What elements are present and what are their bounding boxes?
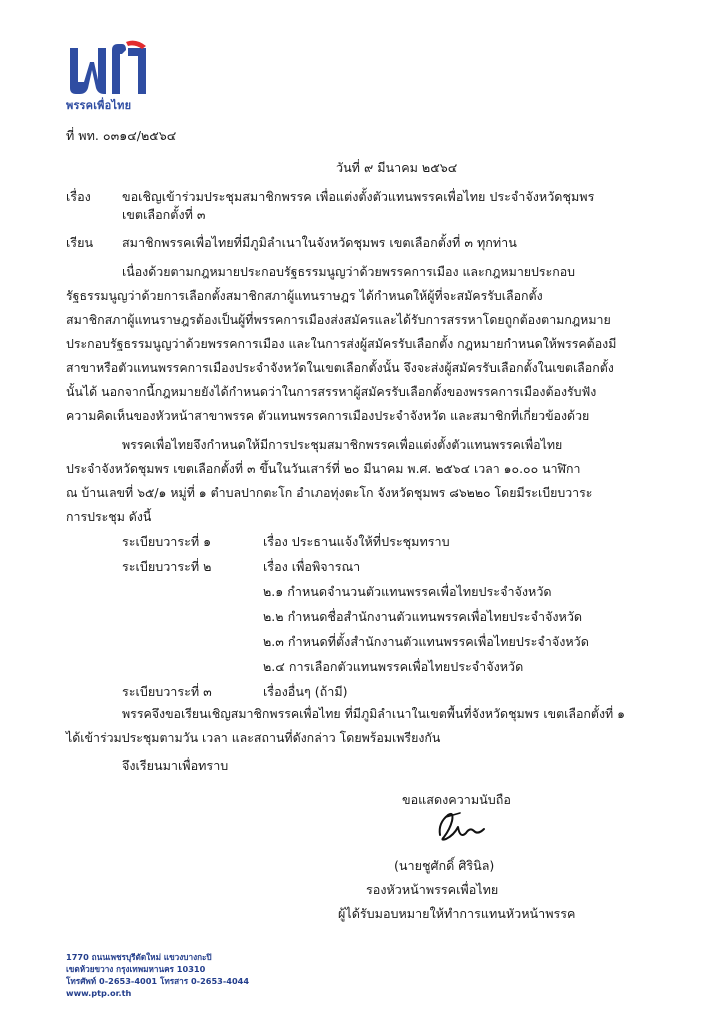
agenda-label: ระเบียบวาระที่ ๒: [122, 559, 212, 574]
para1-line: ความคิดเห็นของหัวหน้าสาขาพรรค ตัวแทนพรรคการเมืองประจำจังหวัด และสมาชิกที่เกี่ยวข้องด้วย: [66, 408, 590, 423]
subject-label: เรื่อง: [66, 189, 91, 204]
signer-role: ผู้ได้รับมอบหมายให้ทำการแทนหัวหน้าพรรค: [338, 906, 576, 921]
party-logo-mark-icon: [66, 40, 148, 96]
agenda-subitem: ๒.๒ กำหนดชื่อสำนักงานตัวแทนพรรคเพื่อไทยประจำจังหวัด: [263, 609, 583, 624]
party-logo-name: พรรคเพื่อไทย: [66, 99, 132, 112]
para2-line: ณ บ้านเลขที่ ๖๕/๑ หมู่ที่ ๑ ตำบลปากตะโก อำเภอทุ่งตะโก จังหวัดชุมพร ๘๖๒๒๐ โดยมีระเบียบวาระ: [66, 485, 593, 500]
para1-line: สาขาหรือตัวแทนพรรคการเมืองประจำจังหวัดในเขตเลือกตั้งนั้น จึงจะส่งผู้สมัครรับเลือกตั้งในเขตเลือกตั้ง: [66, 360, 614, 375]
para3-line: พรรคจึงขอเรียนเชิญสมาชิกพรรคเพื่อไทย ที่มีภูมิลำเนาในเขตพื้นที่จังหวัดชุมพร เขตเลือกตั้งที่ ๑: [122, 706, 625, 721]
agenda-subitem: ๒.๓ กำหนดที่ตั้งสำนักงานตัวแทนพรรคเพื่อไทยประจำจังหวัด: [263, 634, 589, 649]
para1-line: นั้นได้ นอกจากนี้กฎหมายยังได้กำหนดว่าในการสรรหาผู้สมัครรับเลือกตั้งของพรรคการเมืองต้องรับฟัง: [66, 384, 597, 399]
para2-line: ประจำจังหวัดชุมพร เขตเลือกตั้งที่ ๓ ขึ้นในวันเสาร์ที่ ๒๐ มีนาคม พ.ศ. ๒๕๖๔ เวลา ๑๐.๐๐ นาฬิกา: [66, 461, 581, 476]
agenda-subitem: ๒.๔ การเลือกตัวแทนพรรคเพื่อไทยประจำจังหวัด: [263, 659, 524, 674]
party-logo: [66, 40, 144, 96]
para1-line: สมาชิกสภาผู้แทนราษฎรต้องเป็นผู้ที่พรรคการเมืองส่งสมัครและได้รับการสรรหาโดยถูกต้องตามกฎหมาย: [66, 312, 611, 327]
para2-line: การประชุม ดังนี้: [66, 509, 152, 524]
recipient-text: สมาชิกพรรคเพื่อไทยที่มีภูมิลำเนาในจังหวัดชุมพร เขตเลือกตั้งที่ ๓ ทุกท่าน: [122, 235, 517, 250]
agenda-label: ระเบียบวาระที่ ๓: [122, 684, 212, 699]
signature-image: [430, 805, 490, 851]
subject-line-1: ขอเชิญเข้าร่วมประชุมสมาชิกพรรค เพื่อแต่งตั้งตัวแทนพรรคเพื่อไทย ประจำจังหวัดชุมพร: [122, 189, 595, 204]
closing-text: จึงเรียนมาเพื่อทราบ: [122, 758, 229, 773]
footer-phone-line: โทรศัพท์ 0-2653-4001 โทรสาร 0-2653-4044: [66, 976, 250, 986]
document-date: วันที่ ๙ มีนาคม ๒๕๖๔: [336, 160, 458, 175]
para1-line: รัฐธรรมนูญว่าด้วยการเลือกตั้งสมาชิกสภาผู้แทนราษฎร ได้กำหนดให้ผู้ที่จะสมัครรับเลือกตั้ง: [66, 288, 543, 303]
para2-line: พรรคเพื่อไทยจึงกำหนดให้มีการประชุมสมาชิกพรรคเพื่อแต่งตั้งตัวแทนพรรคเพื่อไทย: [122, 437, 563, 452]
agenda-subitem: ๒.๑ กำหนดจำนวนตัวแทนพรรคเพื่อไทยประจำจังหวัด: [263, 584, 552, 599]
agenda-text: เรื่อง ประธานแจ้งให้ที่ประชุมทราบ: [263, 534, 450, 549]
regards-text: ขอแสดงความนับถือ: [402, 792, 511, 807]
agenda-text: เรื่อง เพื่อพิจารณา: [263, 559, 361, 574]
signer-name: (นายชูศักดิ์ ศิรินิล): [394, 858, 495, 873]
recipient-label: เรียน: [66, 235, 94, 250]
footer-website-link[interactable]: www.ptp.or.th: [66, 988, 132, 998]
footer-address-line: เขตห้วยขวาง กรุงเทพมหานคร 10310: [66, 964, 206, 974]
document-number: ที่ พท. ๐๓๑๔/๒๕๖๔: [66, 128, 177, 143]
handwritten-signature-icon: [430, 805, 490, 847]
agenda-text: เรื่องอื่นๆ (ถ้ามี): [263, 684, 348, 699]
para1-line: ประกอบรัฐธรรมนูญว่าด้วยพรรคการเมือง และในการส่งผู้สมัครรับเลือกตั้ง กฎหมายกำหนดให้พรรคต้องมี: [66, 336, 617, 351]
signer-title: รองหัวหน้าพรรคเพื่อไทย: [366, 882, 499, 897]
para1-line: เนื่องด้วยตามกฎหมายประกอบรัฐธรรมนูญว่าด้วยพรรคการเมือง และกฎหมายประกอบ: [122, 264, 576, 279]
para3-line: ได้เข้าร่วมประชุมตามวัน เวลา และสถานที่ดังกล่าว โดยพร้อมเพรียงกัน: [66, 730, 441, 745]
subject-line-2: เขตเลือกตั้งที่ ๓: [122, 207, 206, 222]
footer-address-line: 1770 ถนนเพชรบุรีตัดใหม่ แขวงบางกะปิ: [66, 952, 212, 962]
agenda-label: ระเบียบวาระที่ ๑: [122, 534, 212, 549]
